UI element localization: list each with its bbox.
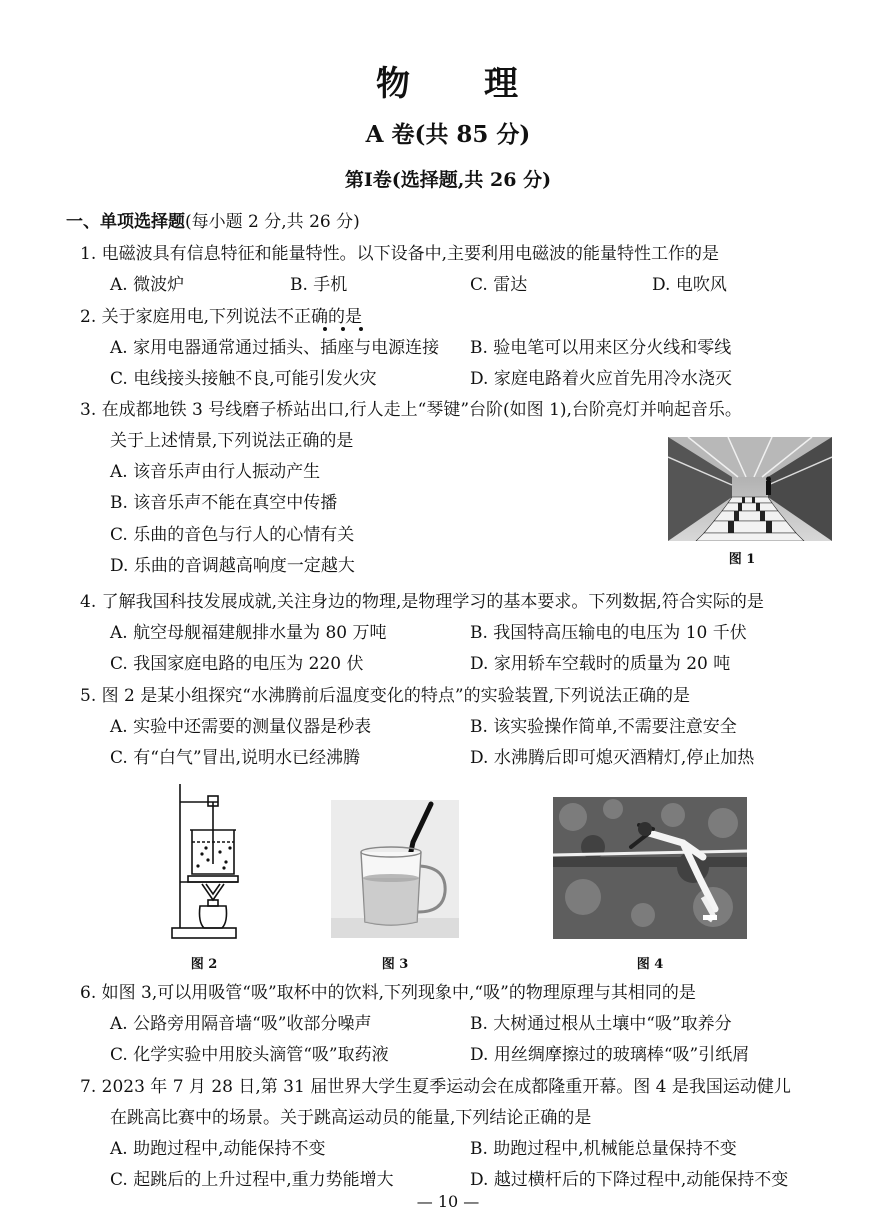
figure-2-label: 图 2: [190, 957, 218, 972]
figure-4-label: 图 4: [636, 957, 664, 972]
q5-option-b: B. 该实验操作简单,不需要注意安全: [470, 717, 737, 737]
q2-option-c: C. 电线接头接触不良,可能引发火灾: [110, 369, 377, 389]
question-2-stem: 2. 关于家庭用电,下列说法不正确的是: [80, 307, 363, 327]
q6-option-c: C. 化学实验中用胶头滴管“吸”取药液: [110, 1045, 389, 1065]
question-5-stem: 5. 图 2 是某小组探究“水沸腾前后温度变化的特点”的实验装置,下列说法正确的是: [80, 686, 691, 706]
q2-option-a: A. 家用电器通常通过插头、插座与电源连接: [110, 338, 440, 358]
page-number: — 10 —: [416, 1192, 480, 1211]
q4-option-a: A. 航空母舰福建舰排水量为 80 万吨: [110, 623, 387, 643]
part-heading: [66, 212, 360, 232]
part-heading-rest: (每小题 2 分,共 26 分): [185, 212, 360, 232]
paper-subtitle: A 卷(共 85 分): [365, 121, 531, 148]
part-heading-bold: 一、单项选择题: [66, 212, 185, 232]
q3-option-b: B. 该音乐声不能在真空中传播: [110, 493, 338, 513]
section-title: 第Ⅰ卷(选择题,共 26 分): [344, 169, 552, 191]
q7-option-b: B. 助跑过程中,机械能总量保持不变: [470, 1139, 737, 1159]
emphasis-dot: [341, 327, 345, 331]
q5-option-a: A. 实验中还需要的测量仪器是秒表: [110, 717, 372, 737]
figure-1-image: [668, 437, 832, 541]
q7-option-a: A. 助跑过程中,动能保持不变: [110, 1139, 326, 1159]
q3-option-c: C. 乐曲的音色与行人的心情有关: [110, 525, 355, 545]
q2-option-d: D. 家庭电路着火应首先用冷水浇灭: [470, 369, 732, 389]
figure-4-image: [553, 797, 747, 939]
q6-option-a: A. 公路旁用隔音墙“吸”收部分噪声: [110, 1014, 372, 1034]
page-title: 物 理: [376, 64, 520, 104]
q3-option-d: D. 乐曲的音调越高响度一定越大: [110, 556, 355, 576]
figure-3-image: [331, 800, 459, 938]
q2-option-b: B. 验电笔可以用来区分火线和零线: [470, 338, 732, 358]
figure-3-label: 图 3: [381, 957, 409, 972]
q3-option-a: A. 该音乐声由行人振动产生: [110, 462, 321, 482]
question-7-stem-line-1: 7. 2023 年 7 月 28 日,第 31 届世界大学生夏季运动会在成都隆重开幕。图 4 是我国运动健儿: [80, 1077, 791, 1097]
q1-option-b: B. 手机: [290, 275, 348, 295]
q1-option-a: A. 微波炉: [110, 275, 185, 295]
q4-option-c: C. 我国家庭电路的电压为 220 伏: [110, 654, 364, 674]
q5-option-d: D. 水沸腾后即可熄灭酒精灯,停止加热: [470, 748, 755, 768]
q6-option-b: B. 大树通过根从土壤中“吸”取养分: [470, 1014, 732, 1034]
question-7-stem-line-2: 在跳高比赛中的场景。关于跳高运动员的能量,下列结论正确的是: [110, 1108, 592, 1128]
q5-option-c: C. 有“白气”冒出,说明水已经沸腾: [110, 748, 360, 768]
question-3-stem-line-1: 3. 在成都地铁 3 号线磨子桥站出口,行人走上“琴键”台阶(如图 1),台阶亮灯并响起音乐。: [80, 400, 742, 420]
figure-2-image: [168, 782, 244, 942]
glass-with-straw-illustration: [331, 800, 459, 938]
boiling-apparatus-illustration: [168, 782, 244, 942]
q7-option-d: D. 越过横杆后的下降过程中,动能保持不变: [470, 1170, 789, 1190]
high-jump-illustration: [553, 797, 747, 939]
emphasis-dot: [359, 327, 363, 331]
question-3-stem-line-2: 关于上述情景,下列说法正确的是: [110, 431, 354, 451]
question-6-stem: 6. 如图 3,可以用吸管“吸”取杯中的饮料,下列现象中,“吸”的物理原理与其相同的是: [80, 983, 696, 1003]
question-1-stem: 1. 电磁波具有信息特征和能量特性。以下设备中,主要利用电磁波的能量特性工作的是: [80, 244, 720, 264]
q1-option-c: C. 雷达: [470, 275, 528, 295]
q1-option-d: D. 电吹风: [652, 275, 727, 295]
question-4-stem: 4. 了解我国科技发展成就,关注身边的物理,是物理学习的基本要求。下列数据,符合实际的是: [80, 592, 764, 612]
emphasis-dot: [323, 327, 327, 331]
q4-option-b: B. 我国特高压输电的电压为 10 千伏: [470, 623, 747, 643]
q4-option-d: D. 家用轿车空载时的质量为 20 吨: [470, 654, 731, 674]
q7-option-c: C. 起跳后的上升过程中,重力势能增大: [110, 1170, 394, 1190]
stairs-illustration: [668, 437, 832, 541]
figure-1-label: 图 1: [728, 552, 756, 567]
q6-option-d: D. 用丝绸摩擦过的玻璃棒“吸”引纸屑: [470, 1045, 750, 1065]
